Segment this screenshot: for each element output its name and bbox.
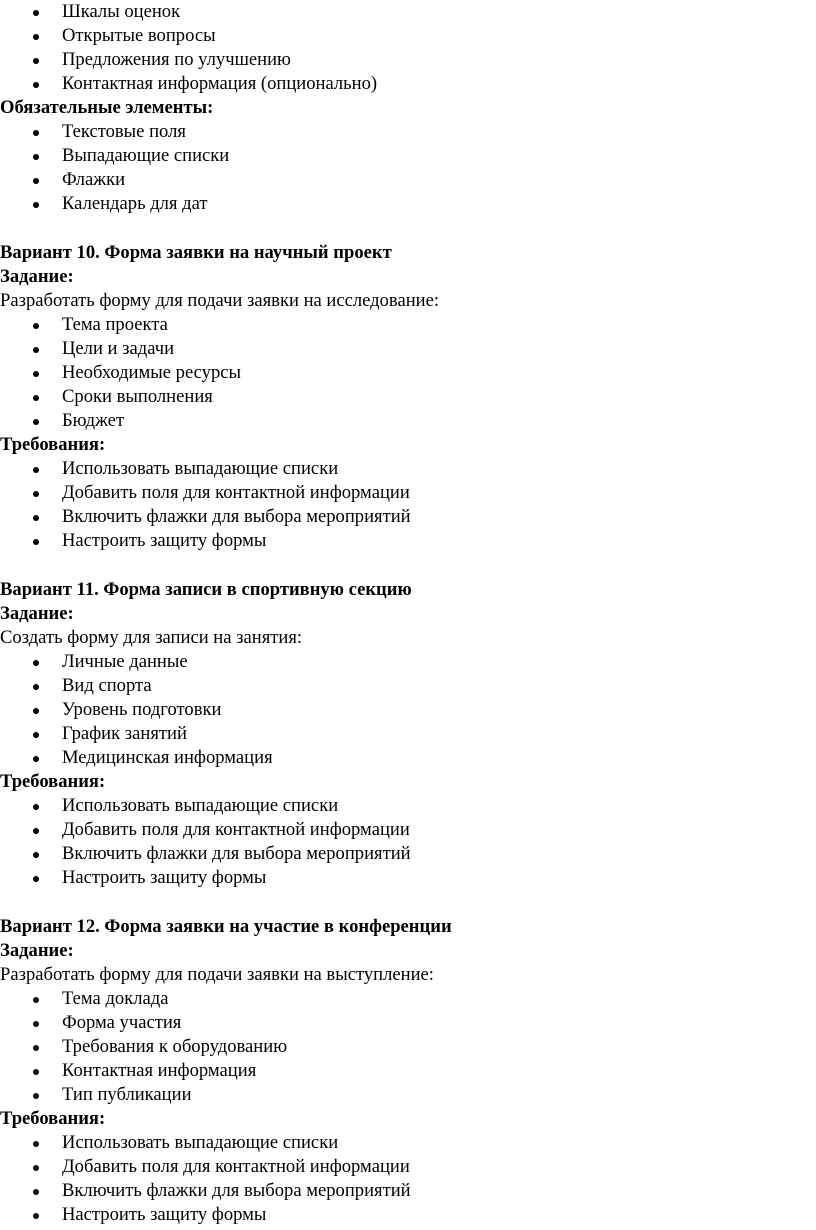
bullet-icon bbox=[30, 24, 42, 48]
bullet-icon bbox=[30, 794, 42, 818]
bullet-icon bbox=[30, 866, 42, 890]
bullet-icon bbox=[30, 746, 42, 770]
bullet-icon bbox=[30, 842, 42, 866]
task-intro: Создать форму для записи на занятия: bbox=[0, 627, 303, 648]
bullet-icon bbox=[30, 144, 42, 168]
task-heading: Задание: bbox=[0, 940, 74, 961]
bullet-icon bbox=[30, 361, 42, 385]
requirements-heading: Требования: bbox=[0, 771, 106, 792]
task-heading: Задание: bbox=[0, 266, 74, 287]
bullet-icon bbox=[30, 72, 42, 96]
task-intro: Разработать форму для подачи заявки на выступление: bbox=[0, 964, 434, 985]
bullet-icon bbox=[30, 0, 42, 24]
task-heading: Задание: bbox=[0, 603, 74, 624]
bullet-icon bbox=[30, 722, 42, 746]
bullet-icon bbox=[30, 1059, 42, 1083]
bullet-icon bbox=[30, 987, 42, 1011]
bullet-icon bbox=[30, 168, 42, 192]
bullet-icon bbox=[30, 1011, 42, 1035]
bullet-icon bbox=[30, 1131, 42, 1155]
mandatory-heading: Обязательные элементы: bbox=[0, 97, 214, 118]
variant-title: Вариант 10. Форма заявки на научный проект bbox=[0, 242, 392, 263]
task-intro: Разработать форму для подачи заявки на исследование: bbox=[0, 290, 440, 311]
bullet-icon bbox=[30, 1083, 42, 1107]
bullet-icon bbox=[30, 48, 42, 72]
bullet-icon bbox=[30, 120, 42, 144]
bullet-icon bbox=[30, 650, 42, 674]
bullet-icon bbox=[30, 337, 42, 361]
bullet-icon bbox=[30, 313, 42, 337]
bullet-icon bbox=[30, 192, 42, 216]
bullet-icon bbox=[30, 457, 42, 481]
variant-title: Вариант 12. Форма заявки на участие в конференции bbox=[0, 916, 452, 937]
bullet-icon bbox=[30, 674, 42, 698]
bullet-icon bbox=[30, 385, 42, 409]
bullet-icon bbox=[30, 409, 42, 433]
variant-title: Вариант 11. Форма записи в спортивную секцию bbox=[0, 579, 412, 600]
bullet-icon bbox=[30, 698, 42, 722]
bullet-icon bbox=[30, 1179, 42, 1203]
bullet-icon bbox=[30, 481, 42, 505]
requirements-heading: Требования: bbox=[0, 434, 106, 455]
bullet-icon bbox=[30, 818, 42, 842]
bullet-icon bbox=[30, 529, 42, 553]
bullet-icon bbox=[30, 1035, 42, 1059]
bullet-icon bbox=[30, 1155, 42, 1179]
bullet-icon bbox=[30, 1203, 42, 1227]
requirements-heading: Требования: bbox=[0, 1108, 106, 1129]
bullet-icon bbox=[30, 505, 42, 529]
